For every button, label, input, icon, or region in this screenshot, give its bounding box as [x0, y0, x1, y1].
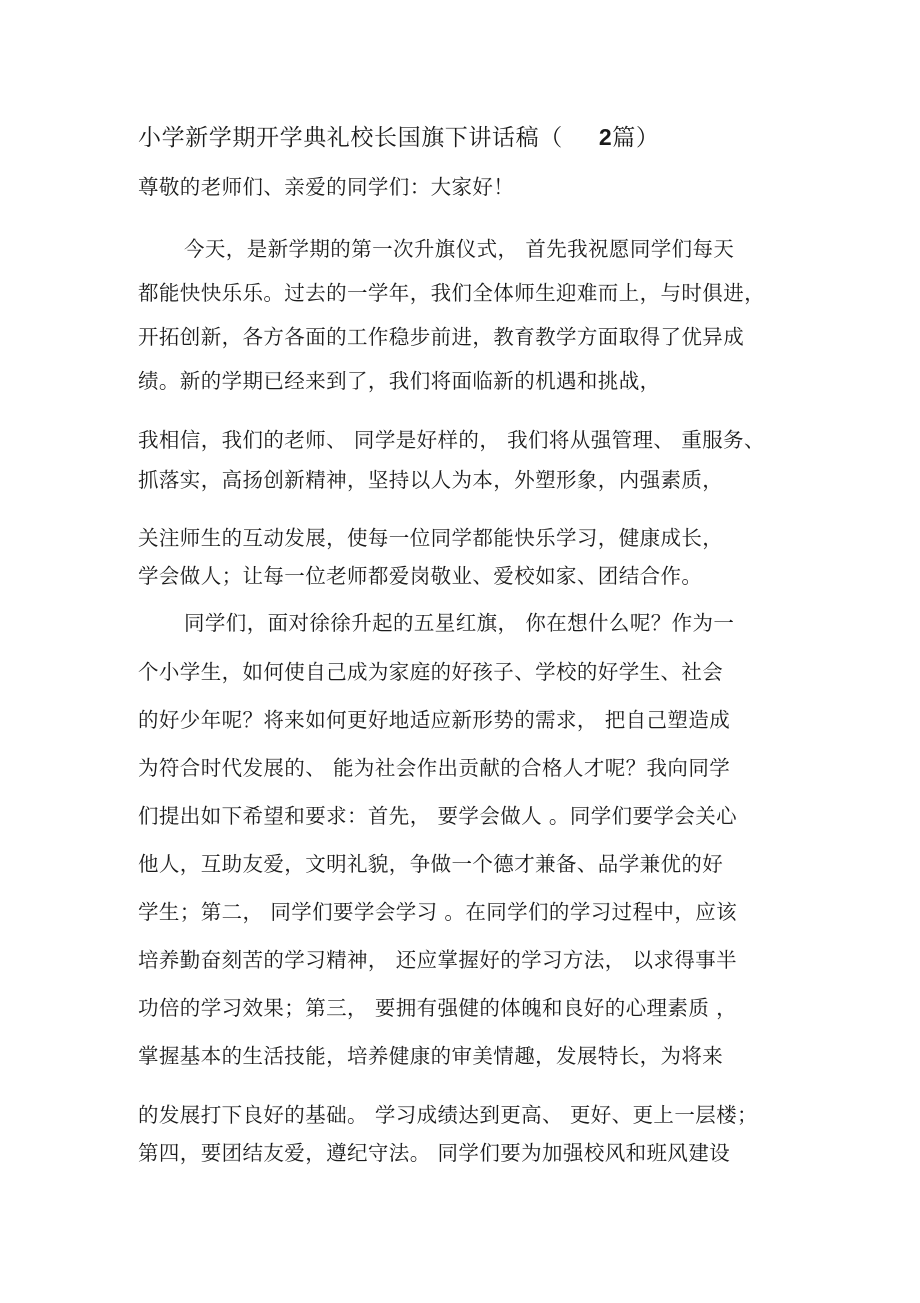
paragraph-line: 个小学生，如何使自己成为家庭的好孩子、学校的好学生、社会 [138, 660, 724, 684]
title-tail: 篇） [612, 125, 660, 151]
paragraph-line: 们提出如下希望和要求：首先， 要学会做人 。同学们要学会关心 [138, 804, 738, 828]
paragraph-line: 的好少年呢？将来如何更好地适应新形势的需求， 把自己塑造成 [138, 708, 731, 732]
paragraph-line: 抓落实，高扬创新精神，坚持以人为本，外塑形象，内强素质， [138, 468, 724, 492]
paragraph-line: 开拓创新，各方各面的工作稳步前进，教育教学方面取得了优异成 [138, 325, 745, 349]
document-title [138, 122, 659, 153]
paragraph-line: 绩。新的学期已经来到了，我们将面临新的机遇和挑战， [138, 369, 661, 393]
paragraph-line: 我相信，我们的老师、 同学是好样的， 我们将从强管理、 重服务、 [138, 428, 765, 452]
paragraph-line: 为符合时代发展的、 能为社会作出贡献的合格人才呢？我向同学 [138, 756, 731, 780]
paragraph-line: 第四，要团结友爱，遵纪守法。 同学们要为加强校风和班风建设 [138, 1141, 731, 1165]
paragraph-line: 掌握基本的生活技能，培养健康的审美情趣，发展特长，为将来 [138, 1044, 724, 1068]
greeting-line: 尊敬的老师们、亲爱的同学们：大家好！ [138, 175, 515, 199]
paragraph-line: 今天，是新学期的第一次升旗仪式， 首先我祝愿同学们每天 [184, 237, 735, 261]
paragraph-line: 的发展打下良好的基础。 学习成绩达到更高、 更好、更上一层楼； [138, 1103, 758, 1127]
paragraph-line: 培养勤奋刻苦的学习精神， 还应掌握好的学习方法， 以求得事半 [138, 948, 738, 972]
paragraph-line: 学会做人；让每一位老师都爱岗敬业、爱校如家、团结合作。 [138, 564, 703, 588]
paragraph-line: 学生；第二， 同学们要学会学习 。在同学们的学习过程中，应该 [138, 900, 738, 924]
paragraph-line: 功倍的学习效果；第三， 要拥有强健的体魄和良好的心理素质 ， [138, 996, 738, 1020]
paragraph-line: 他人，互助友爱，文明礼貌，争做一个德才兼备、品学兼优的好 [138, 852, 724, 876]
title-count: 2 [598, 124, 613, 150]
paragraph-line: 同学们，面对徐徐升起的五星红旗， 你在想什么呢？作为一 [184, 611, 735, 635]
paragraph-line: 都能快快乐乐。过去的一学年，我们全体师生迎难而上，与时俱进， [138, 281, 765, 305]
title-main: 小学新学期开学典礼校长国旗下讲话稿（ [138, 125, 563, 151]
paragraph-line: 关注师生的互动发展，使每一位同学都能快乐学习，健康成长， [138, 526, 724, 550]
